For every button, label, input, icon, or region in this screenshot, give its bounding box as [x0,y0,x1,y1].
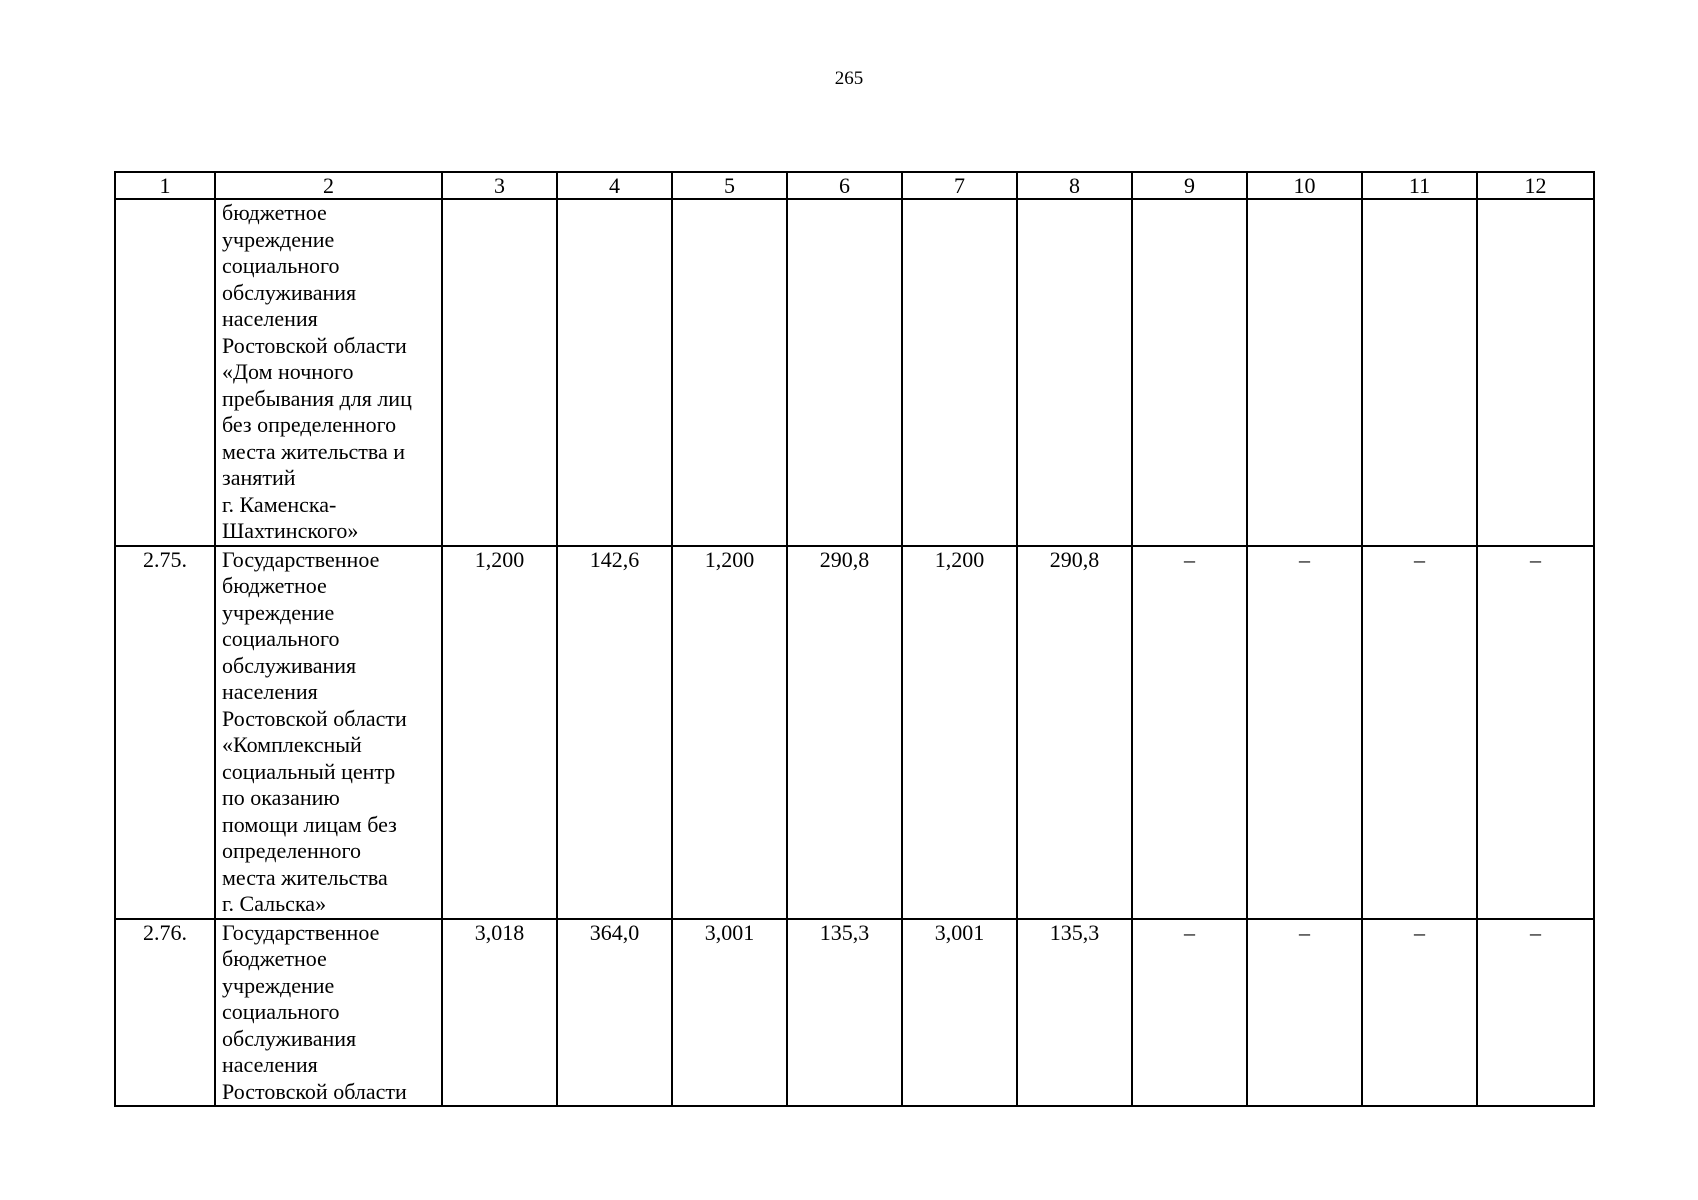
value-cell: – [1477,919,1594,1107]
column-header: 12 [1477,172,1594,199]
page-number: 265 [834,68,864,89]
data-table [114,171,1595,1107]
institution-name: Государственное бюджетное учреждение социального обслуживания населения Ростовской области [215,919,442,1107]
institution-name: Государственное бюджетное учреждение социального обслуживания населения Ростовской области «Комплексный социальный центр по оказанию помощи лицам без определенного места жительства г. Сальска» [215,546,442,919]
institution-name: бюджетное учреждение социального обслуживания населения Ростовской области «Дом ночного пребывания для лиц без определенного места жительства и занятий г. Каменска- Шахтинского» [215,199,442,546]
value-cell [672,199,787,546]
value-cell: 135,3 [787,919,902,1107]
value-cell [557,199,672,546]
value-cell [442,199,557,546]
column-header: 10 [1247,172,1362,199]
value-cell: 3,001 [902,919,1017,1107]
row-number: 2.76. [115,919,215,1107]
value-cell: 1,200 [902,546,1017,919]
column-header: 1 [115,172,215,199]
value-cell: 3,001 [672,919,787,1107]
table-row [115,546,1594,919]
value-cell [1362,199,1477,546]
value-cell [1017,199,1132,546]
column-header: 9 [1132,172,1247,199]
value-cell [1247,199,1362,546]
column-header: 8 [1017,172,1132,199]
column-header: 7 [902,172,1017,199]
value-cell: 1,200 [442,546,557,919]
column-header: 5 [672,172,787,199]
value-cell: – [1132,919,1247,1107]
value-cell: 364,0 [557,919,672,1107]
value-cell: – [1362,919,1477,1107]
table-row [115,919,1594,1107]
row-number [115,199,215,546]
column-header: 4 [557,172,672,199]
value-cell [902,199,1017,546]
value-cell: 3,018 [442,919,557,1107]
value-cell [787,199,902,546]
value-cell: – [1362,546,1477,919]
value-cell: – [1477,546,1594,919]
value-cell [1477,199,1594,546]
column-header: 3 [442,172,557,199]
table-row [115,199,1594,546]
column-header: 11 [1362,172,1477,199]
value-cell: 142,6 [557,546,672,919]
value-cell: 290,8 [1017,546,1132,919]
column-header: 2 [215,172,442,199]
value-cell: 290,8 [787,546,902,919]
value-cell: – [1247,919,1362,1107]
value-cell: 135,3 [1017,919,1132,1107]
column-header: 6 [787,172,902,199]
row-number: 2.75. [115,546,215,919]
value-cell: – [1132,546,1247,919]
value-cell: – [1247,546,1362,919]
value-cell: 1,200 [672,546,787,919]
header-row [115,172,1594,199]
value-cell [1132,199,1247,546]
